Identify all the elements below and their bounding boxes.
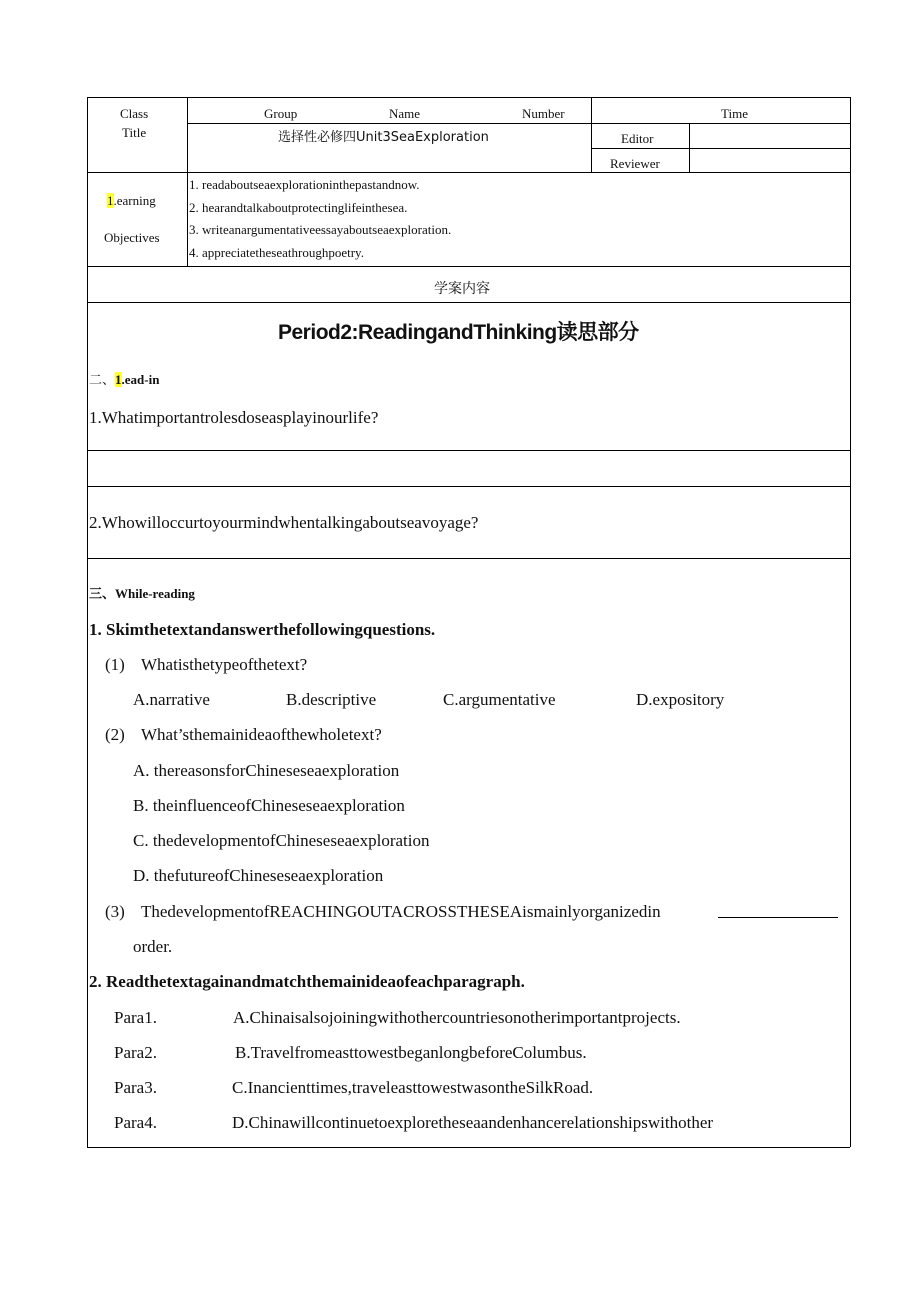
title-label: Title [122,125,147,140]
table-line-row6 [87,486,850,487]
reviewer-label: Reviewer [610,156,660,171]
group-label: Group [264,106,298,121]
para-label: Para2. [114,1043,157,1062]
question-3-number: (3) [105,902,125,921]
table-line-row7 [87,558,850,559]
para-main-idea: B.TravelfromeasttowestbeganlongbeforeColumbus. [235,1043,587,1062]
time-label: Time [721,106,748,121]
lead-in-prefix: 二、 [89,373,116,388]
number-label: Number [522,106,565,121]
question-1-option-b: B.descriptive [286,690,377,709]
section-header: 学案内容 [434,281,490,297]
table-line-row2 [87,172,850,173]
name-label: Name [389,106,421,121]
objective-item: 4. appreciatetheseathroughpoetry. [189,245,364,260]
question-2-option-a: A. thereasonsforChineseseaexploration [133,761,400,780]
while-reading-heading: 三、While-reading [89,586,195,601]
question-1-option-a: A.narrative [133,690,210,709]
question-1-number: (1) [105,655,125,674]
question-3-end: order. [133,937,173,956]
para-main-idea: C.Inancienttimes,traveleasttowestwasontheSilkRoad. [232,1078,594,1097]
para-label: Para3. [114,1078,157,1097]
table-col-divider [187,97,188,266]
lead-in-question-1: 1.Whatimportantrolesdoseasplayinourlife? [89,408,379,427]
table-line-row4 [87,302,850,303]
question-1-text: Whatisthetypeofthetext? [141,655,308,674]
table-line-row5 [87,450,850,451]
para-main-idea: D.Chinawillcontinuetoexploretheseaandenhancerelationshipswithother [232,1113,714,1132]
para-main-idea: A.Chinaisalsojoiningwithothercountriesonotherimportantprojects. [233,1008,681,1027]
question-2-option-d: D. thefutureofChineseseaexploration [133,866,384,885]
table-border-right [850,97,851,1147]
task-2-heading: 2. Readthetextagainandmatchthemainideaofeachparagraph. [89,972,525,991]
table-col-time [591,97,592,172]
lead-in-heading [89,371,159,390]
para-label: Para1. [114,1008,157,1027]
objectives-label-rest: .earning [113,193,156,208]
objectives-label-line2: Objectives [104,230,160,245]
objectives-label-highlight: 1 [107,193,114,208]
table-line-editor [591,148,850,149]
title-value: 选择性必修四Unit3SeaExploration [278,130,489,145]
table-line-row3 [87,266,850,267]
objective-item: 3. writeanargumentativeessayaboutseaexploration. [189,222,452,237]
question-2-text: What’sthemainideaofthewholetext? [141,725,382,744]
task-1-heading: 1. Skimthetextandanswerthefollowingquestions. [89,620,436,639]
question-3-text: ThedevelopmentofREACHINGOUTACROSSTHESEAismainlyorganizedin [141,902,661,921]
question-2-number: (2) [105,725,125,744]
objective-item: 2. hearandtalkaboutprotectinglifeinthesea. [189,200,408,215]
lead-in-question-2: 2.Whowilloccurtoyourmindwhentalkingaboutseavoyage? [89,513,479,532]
question-2-option-b: B. theinfluenceofChineseseaexploration [133,796,405,815]
question-3-blank[interactable] [718,903,838,922]
lead-in-rest: .ead-in [121,372,160,387]
table-border-left [87,97,88,1147]
lead-in-highlight: 1 [115,372,122,387]
class-label: Class [120,106,149,121]
editor-label: Editor [621,131,654,146]
question-2-option-c: C. thedevelopmentofChineseseaexploration [133,831,430,850]
period-title: Period2:ReadingandThinking读思部分 [278,321,639,344]
table-border-bottom [87,1147,850,1148]
table-line-row1 [187,123,850,124]
objective-item: 1. readaboutseaexplorationinthepastandnow. [189,177,420,192]
objectives-label [107,192,156,210]
question-1-option-c: C.argumentative [443,690,556,709]
question-1-option-d: D.expository [636,690,725,709]
para-label: Para4. [114,1113,157,1132]
table-border-top [87,97,850,98]
table-col-editor [689,123,690,172]
